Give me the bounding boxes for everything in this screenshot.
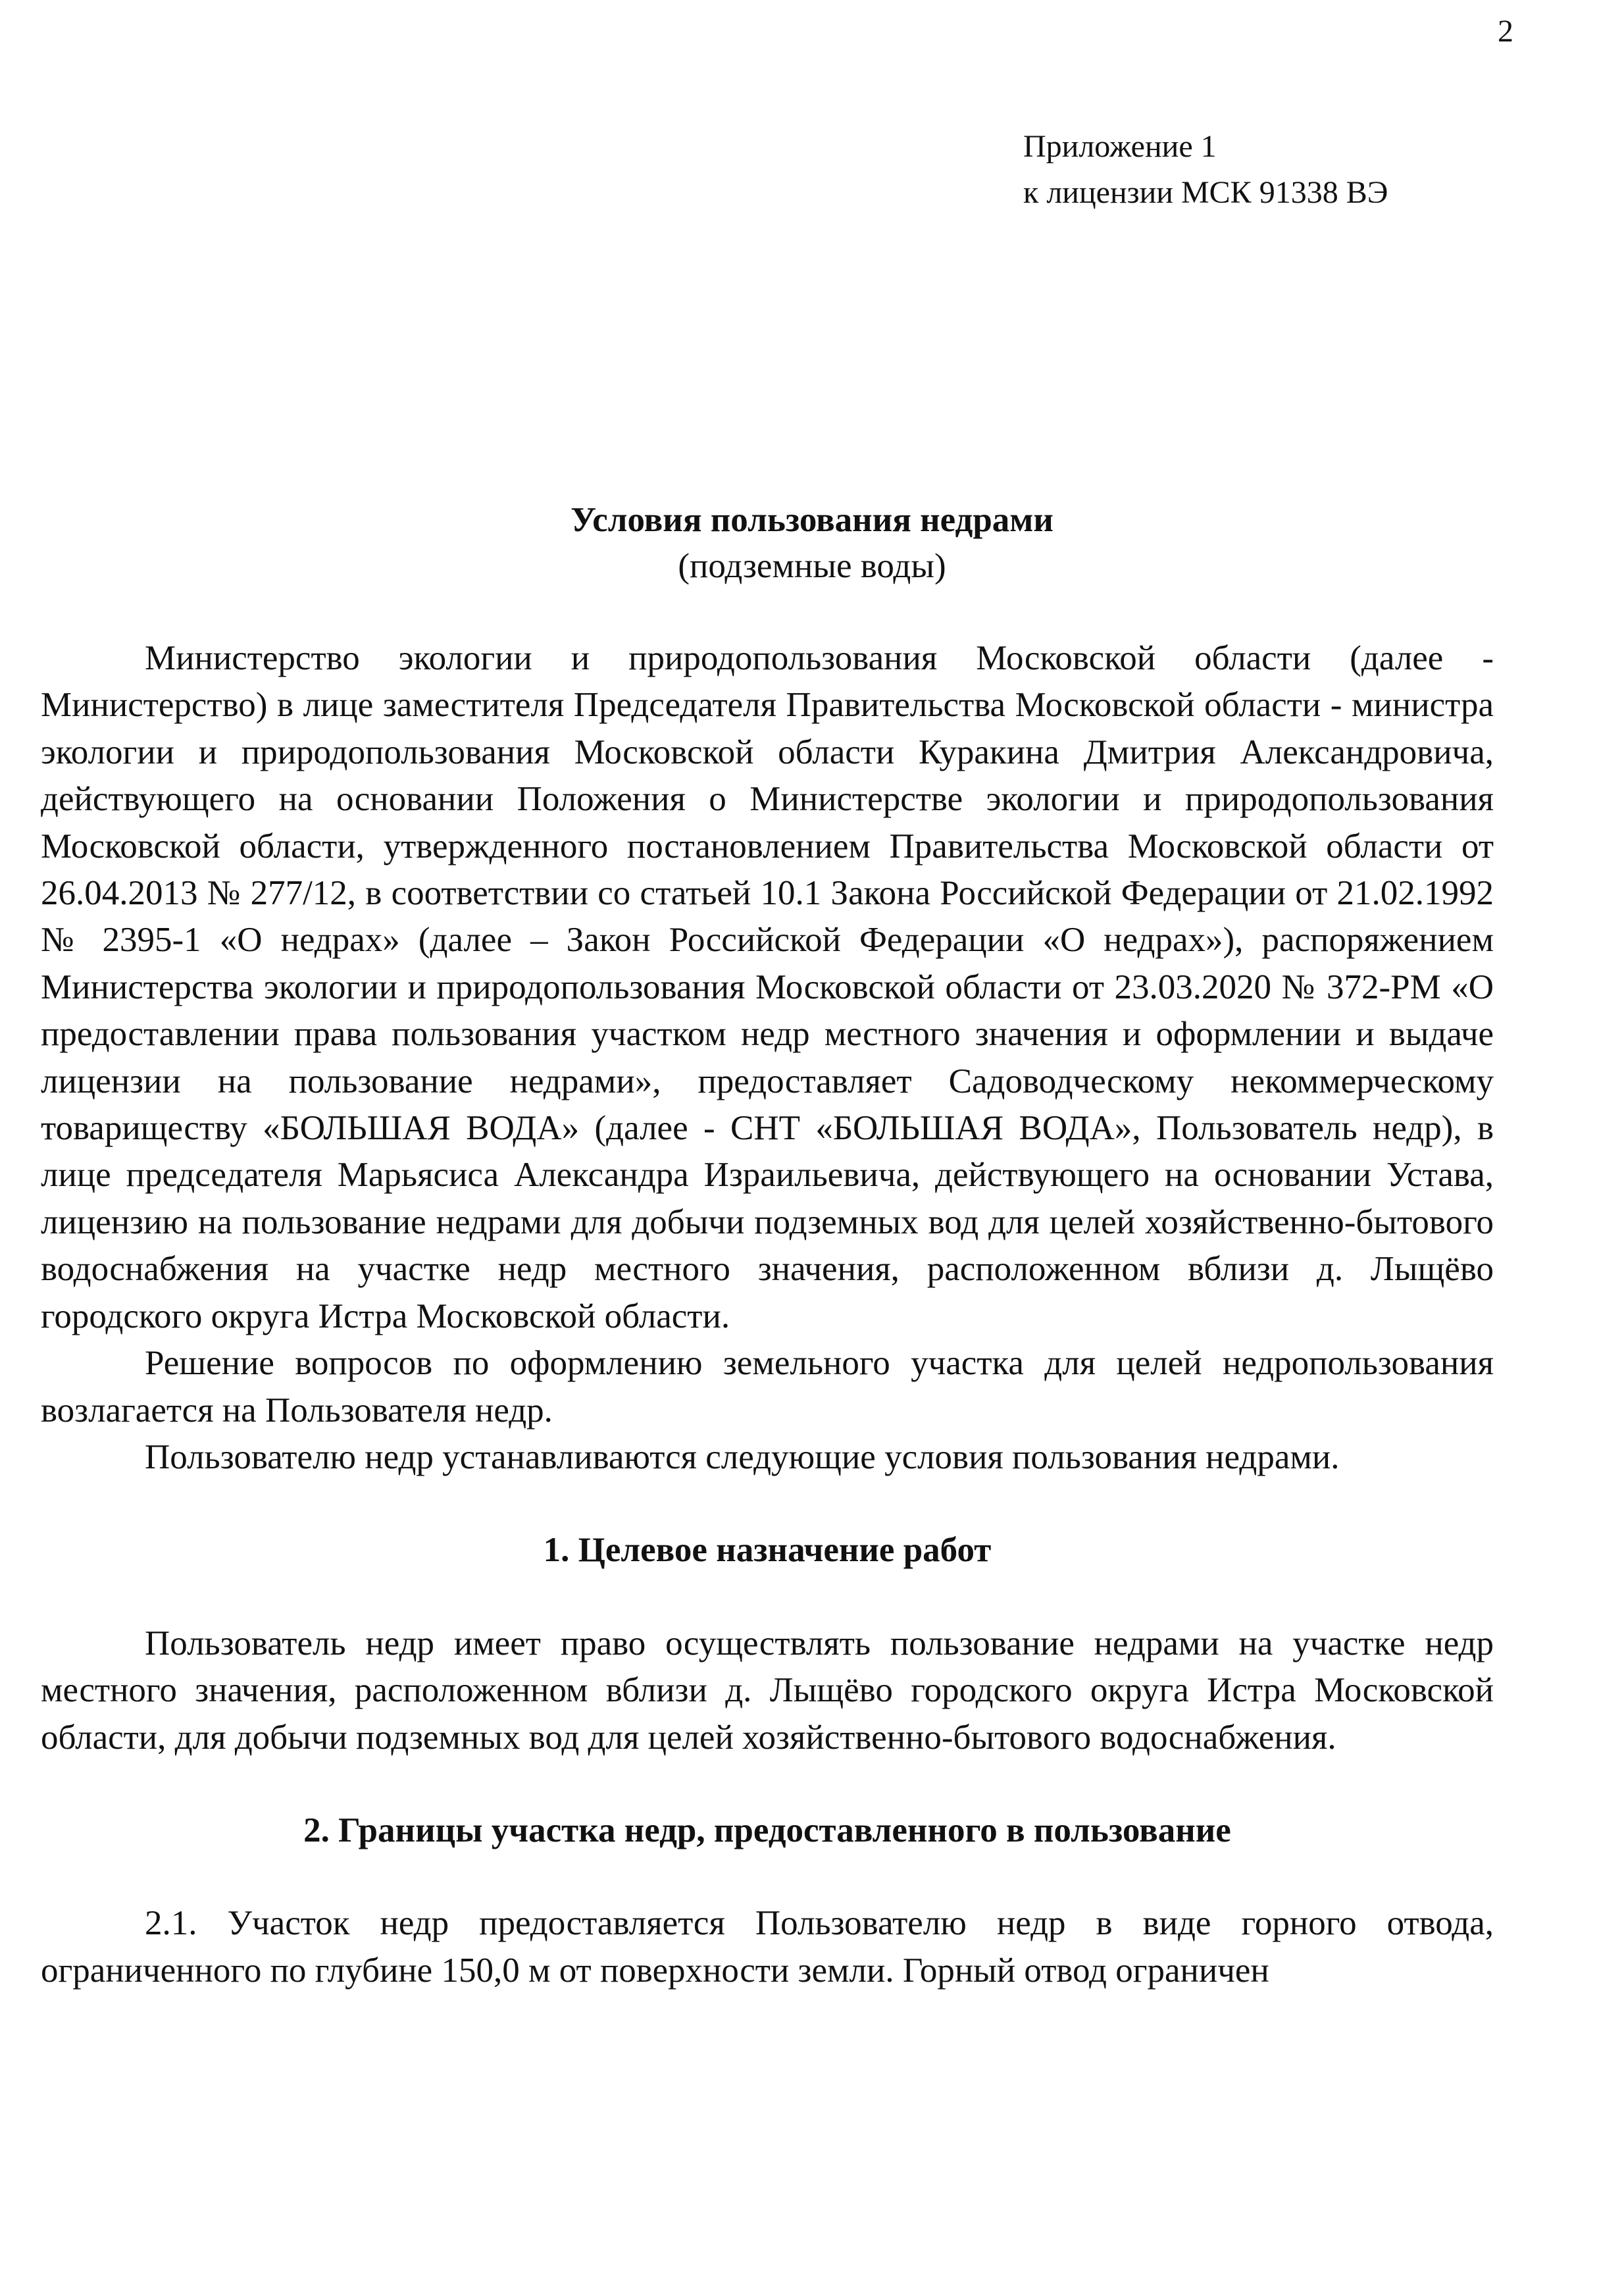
intro-paragraph-1: Министерство экологии и природопользования Московской области (далее - Министерство) в лице заместителя Председателя Правительства Московской области - министра экологии и природопользования Московской области Куракина Дмитрия Александровича, действующего на основании Положения о Министерстве экологии и природопользования Московской области, утвержденного постановлением Правительства Московской области от 26.04.2013 № 277/12, в соответствии со статьей 10.1 Закона Российской Федерации от 21.02.1992 № 2395-1 «О недрах» (далее – Закон Российской Федерации «О недрах»), распоряжением Министерства экологии и природопользования Московской области от 23.03.2020 № 372-РМ «О предоставлении права пользования участком недр местного значения и оформлении и выдаче лицензии на пользование недрами», предоставляет Садоводческому некоммерческому товариществу «БОЛЬШАЯ ВОДА» (далее - СНТ «БОЛЬШАЯ ВОДА», Пользователь недр), в лице председателя Марьясиса Александра Израильевича, действующего на основании Устава, лицензию на пользование недрами для добычи подземных вод для целей хозяйственно-бытового водоснабжения на участке недр местного значения, расположенном вблизи д. Лыщёво городского округа Истра Московской области. <box>41 639 1494 1335</box>
document-body <box>41 635 1494 1994</box>
appendix-reference <box>1023 124 1388 216</box>
document-subtitle: (подземные воды) <box>678 547 946 585</box>
section-2-heading: 2. Границы участка недр, предоставленного в пользование <box>303 1811 1231 1849</box>
intro-paragraph-3: Пользователю недр устанавливаются следующие условия пользования недрами. <box>145 1437 1340 1476</box>
intro-paragraph-2: Решение вопросов по оформлению земельного участка для целей недропользования возлагается на Пользователя недр. <box>41 1344 1494 1430</box>
section-2-paragraph-1: 2.1. Участок недр предоставляется Пользователю недр в виде горного отвода, ограниченного по глубине 150,0 м от поверхности земли. Горный отвод ограничен <box>41 1904 1494 1990</box>
section-1-paragraph-1: Пользователь недр имеет право осуществлять пользование недрами на участке недр местного значения, расположенном вблизи д. Лыщёво городского округа Истра Московской области, для добычи подземных вод для целей хозяйственно-бытового водоснабжения. <box>41 1624 1494 1757</box>
section-1-heading: 1. Целевое назначение работ <box>543 1531 992 1570</box>
appendix-line-2: к лицензии МСК 91338 ВЭ <box>1023 175 1388 210</box>
appendix-line-1: Приложение 1 <box>1023 129 1217 164</box>
document-title: Условия пользования недрами <box>571 501 1053 539</box>
document-title-block <box>0 497 1624 589</box>
page-number: 2 <box>1498 14 1513 49</box>
